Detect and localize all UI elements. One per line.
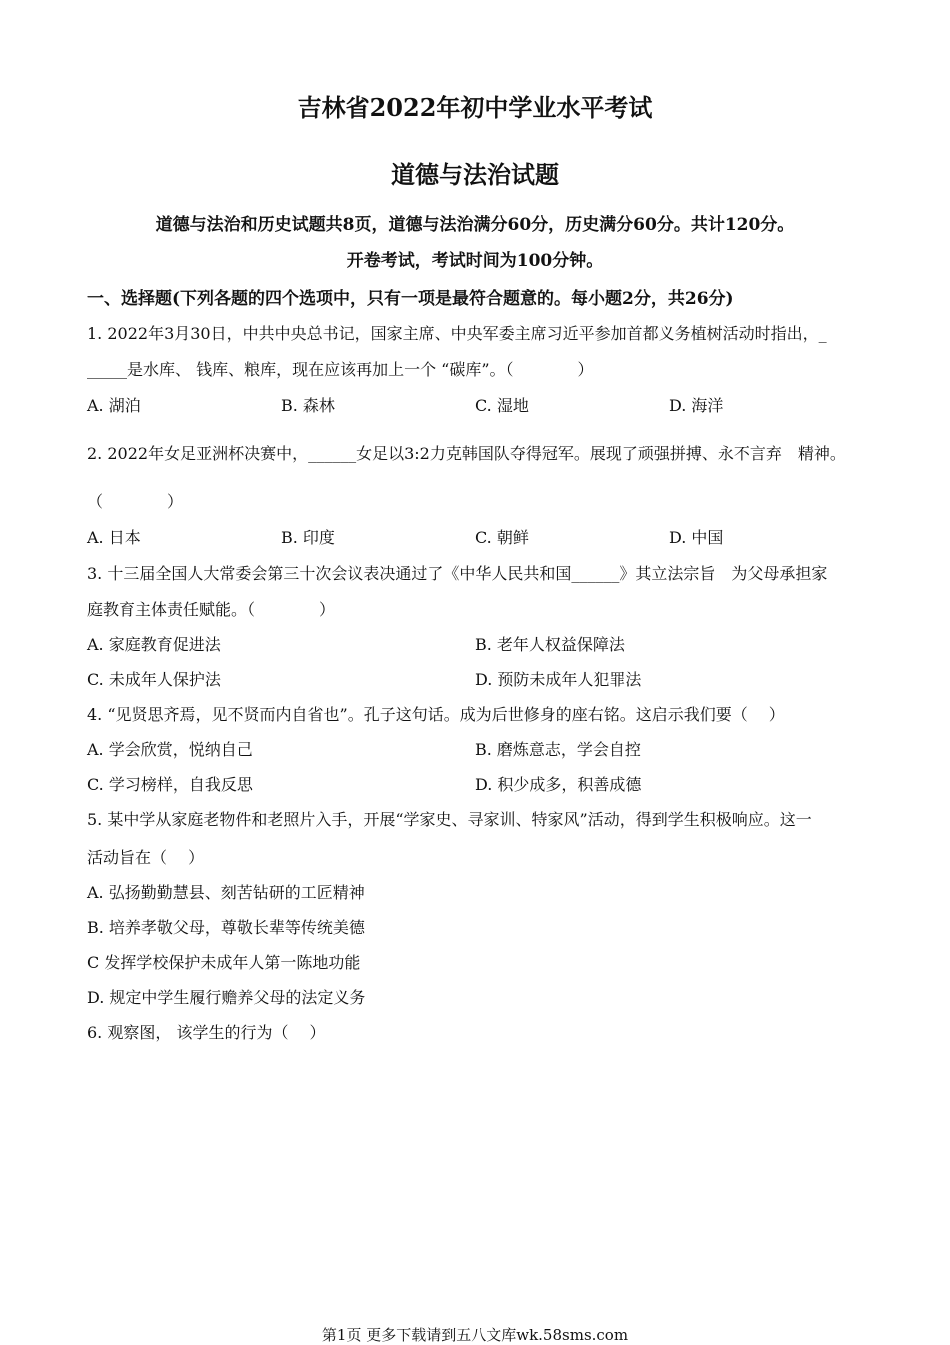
question-4-text: 4. “见贤思齐焉，见不贤而内自省也”。孔子这句话。成为后世修身的座右铭。这启示我们要（ ） <box>87 705 785 724</box>
question-2-option-d: D. 中国 <box>669 528 724 547</box>
question-2-text-cont: （ ） <box>87 492 184 511</box>
question-5-option-c: C 发挥学校保护未成年人第一陈地功能 <box>87 953 361 972</box>
question-5-option-a: A. 弘扬勤勤慧县、刻苦钻研的工匠精神 <box>87 883 365 902</box>
question-1-option-a: A. 湖泊 <box>87 396 141 415</box>
question-5-option-b: B. 培养孝敬父母，尊敬长辈等传统美德 <box>87 918 365 937</box>
question-4-option-a: A. 学会欣赏，悦纳自己 <box>87 740 253 759</box>
question-2-option-a: A. 日本 <box>87 528 141 547</box>
page-footer: 第1页 更多下载请到五八文库wk.58sms.com <box>321 1326 629 1344</box>
question-3-option-c: C. 未成年人保护法 <box>87 670 221 689</box>
question-1-option-c: C. 湿地 <box>475 396 529 415</box>
question-3-text-cont: 庭教育主体责任赋能。（ ） <box>87 600 336 619</box>
question-3-option-b: B. 老年人权益保障法 <box>475 635 625 654</box>
question-1-text-cont: _____是水库、 钱库、粮库，现在应该再加上一个 “碳库”。（ ） <box>87 360 594 379</box>
question-2-text: 2. 2022年女足亚洲杯决赛中，______女足以3:2力克韩国队夺得冠军。展现了顽强拼搏、永不言弃 精神。 <box>87 444 846 463</box>
exam-info-line-1: 道德与法治和历史试题共8页，道德与法治满分60分，历史满分60分。共计120分。 <box>155 215 795 235</box>
question-5-text-cont: 活动旨在（ ） <box>87 848 205 867</box>
question-2-option-b: B. 印度 <box>281 528 335 547</box>
question-4-option-b: B. 磨炼意志，学会自控 <box>475 740 641 759</box>
exam-info-line-2: 开卷考试，考试时间为100分钟。 <box>346 251 604 271</box>
question-5-option-d: D. 规定中学生履行赡养父母的法定义务 <box>87 988 366 1007</box>
question-4-option-c: C. 学习榜样，自我反思 <box>87 775 253 794</box>
question-6-text: 6. 观察图， 该学生的行为（ ） <box>87 1023 326 1042</box>
question-1-option-d: D. 海洋 <box>669 396 724 415</box>
question-3-option-d: D. 预防未成年人犯罪法 <box>475 670 642 689</box>
exam-title: 吉林省2022年初中学业水平考试 <box>297 93 653 122</box>
question-4-option-d: D. 积少成多，积善成德 <box>475 775 642 794</box>
question-5-text: 5. 某中学从家庭老物件和老照片入手，开展“学家史、寻家训、特家风”活动，得到学生积极响应。这一 <box>87 810 812 829</box>
question-3-option-a: A. 家庭教育促进法 <box>87 635 221 654</box>
question-1-option-b: B. 森林 <box>281 396 335 415</box>
question-2-option-c: C. 朝鲜 <box>475 528 529 547</box>
exam-subtitle: 道德与法治试题 <box>391 160 559 189</box>
question-3-text: 3. 十三届全国人大常委会第三十次会议表决通过了《中华人民共和国______》其立法宗旨 为父母承担家 <box>87 564 828 583</box>
question-1-text: 1. 2022年3月30日，中共中央总书记，国家主席、中央军委主席习近平参加首都义务植树活动时指出，_ <box>87 324 827 343</box>
section-heading: 一、选择题(下列各题的四个选项中，只有一项是最符合题意的。每小题2分，共26分) <box>87 289 734 309</box>
